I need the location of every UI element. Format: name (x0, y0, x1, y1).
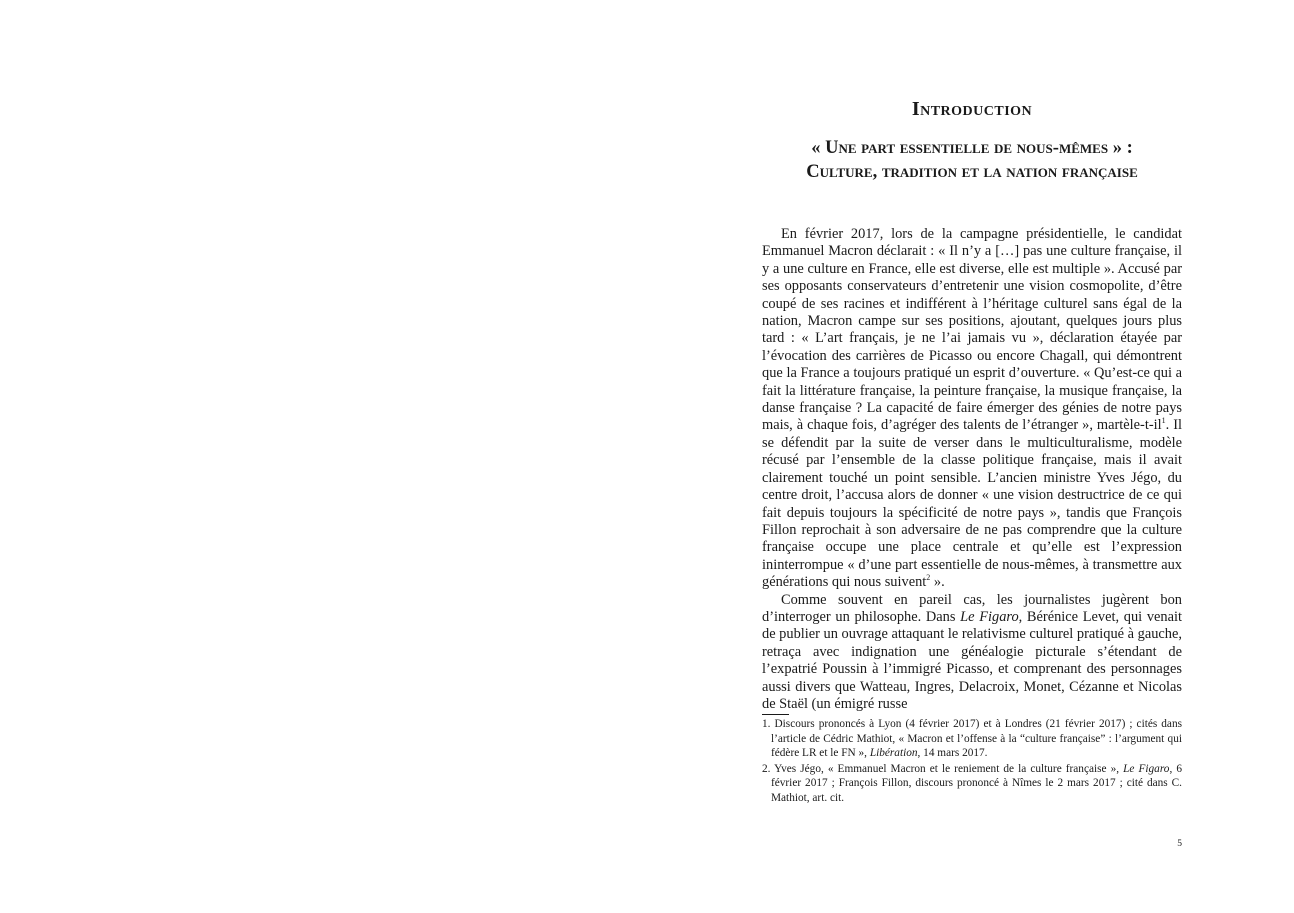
chapter-title: Introduction (911, 98, 1033, 120)
footnotes (762, 717, 1182, 807)
book-page (762, 0, 1182, 913)
footnote-reference[interactable]: 2 (926, 573, 931, 583)
footnote: 1. Discours prononcés à Lyon (4 février 2017) et à Londres (21 février 2017) ; cités dans l’article de Cédric Mathiot, « Macron et l’offense à la “culture française” : l’argument qui fédère LR et le FN », Libération, 14 mars 2017. (762, 718, 1182, 760)
page-number: 5 (1177, 839, 1182, 849)
body-text (762, 226, 1182, 713)
chapter-subtitle (752, 136, 1192, 184)
paragraph: En février 2017, lors de la campagne présidentielle, le candidat Emmanuel Macron déclarait : « Il n’y a […] pas une culture française, il y a une culture en France, elle est diverse, elle est multiple ». Accusé par ses opposants conservateurs d’entretenir une vision cosmopolite, d’être coupé de ses racines et indifférent à l’héritage culturel sans égal de la nation, Macron campe sur ses positions, ajoutant, quelques jours plus tard : « L’art français, je ne l’ai jamais vu », déclaration étayée par l’évocation des carrières de Picasso ou encore Chagall, qui démontrent que la France a toujours pratiqué un esprit d’ouverture. « Qu’est-ce qui a fait la littérature française, la peinture française, la musique française, la danse française ? La capacité de faire émerger des génies de notre pays mais, à chaque fois, d’agréger des talents de l’étranger », martèle-$t-il^1$. Il se défendit par la suite de verser dans le multiculturalisme, modèle récusé par l’ensemble de la classe politique française, mais il avait clairement touché un point sensible. L’ancien ministre Yves Jégo, du centre droit, l’accusa alors de donner « une vision destructrice de ce qui fait depuis toujours la spécificité de notre pays », tandis que François Fillon reprochait à son adversaire de ne pas comprendre que la culture française occupe une place centrale et qu’elle est l’expression ininterrompue « d’une part essentielle de nous-mêmes, à transmettre aux générations qui nous suivent$^2$ ». (762, 226, 1182, 591)
footnote-reference[interactable]: 1 (1161, 416, 1166, 426)
subtitle-line-1: « Une part essentielle de nous-mêmes » : (811, 138, 1133, 158)
footnote: 2. Yves Jégo, « Emmanuel Macron et le reniement de la culture française », Le Figaro, 6 février 2017 ; François Fillon, discours prononcé à Nîmes le 2 mars 2017 ; cité dans C. Mathiot, art. cit. (762, 762, 1182, 804)
subtitle-line-2: Culture, tradition et la nation française (806, 162, 1138, 182)
footnote-divider (762, 714, 789, 715)
paragraph: Comme souvent en pareil cas, les journalistes jugèrent bon d’interroger un philosophe. Dans Le Figaro, Bérénice Levet, qui venait de publier un ouvrage attaquant le relativisme culturel pratiqué à gauche, retraça avec indignation une généalogie picturale s’étendant de l’expatrié Poussin à l’immigré Picasso, et comprenant des personnages aussi divers que Watteau, Ingres, Delacroix, Monet, Cézanne et Nicolas de Staël (un émigré russe (762, 591, 1182, 712)
